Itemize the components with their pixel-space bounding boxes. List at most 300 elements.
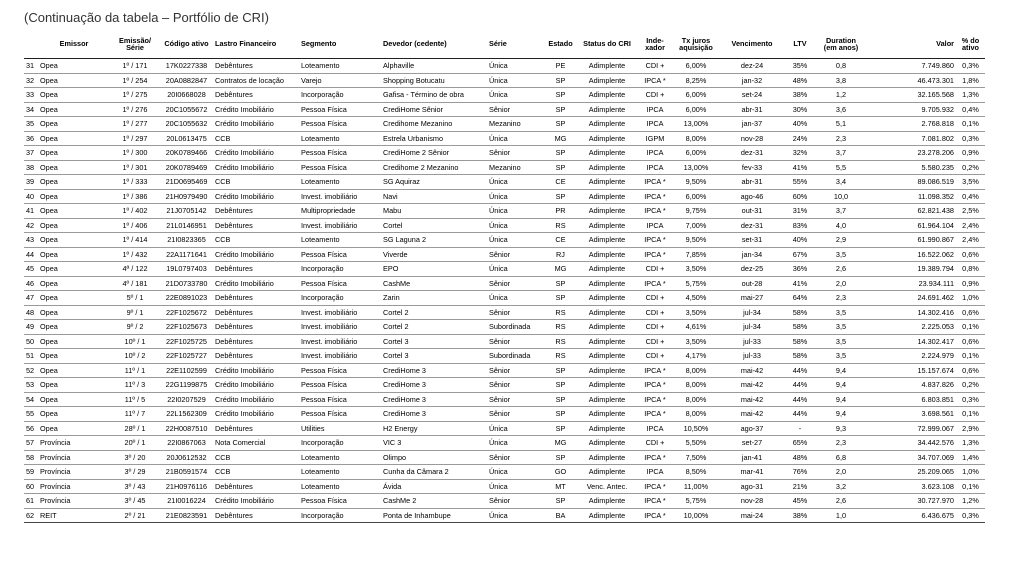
cell-serie: Sênior: [487, 247, 544, 262]
cell-vencimento: mai-27: [719, 291, 785, 306]
column-header-devedor: Devedor (cedente): [381, 30, 487, 59]
cell-vencimento: jul-33: [719, 334, 785, 349]
cell-estado: CE: [544, 233, 577, 248]
cell-lastro-financeiro: Debêntures: [213, 262, 299, 277]
cell-ltv: 55%: [785, 175, 815, 190]
cell-indexador: CDI +: [637, 305, 673, 320]
cell-serie: Única: [487, 131, 544, 146]
table-row: [24, 160, 985, 175]
cell-tx-juros: 9,50%: [673, 233, 719, 248]
cell-ltv: 48%: [785, 450, 815, 465]
cell-status-cri: Adimplente: [577, 247, 637, 262]
cell-emissor: Opea: [38, 218, 110, 233]
cell-codigo-ativo: 22E1102599: [160, 363, 213, 378]
cell-duration: 0,8: [815, 59, 867, 74]
cell-estado: MT: [544, 479, 577, 494]
cell-emissor: Opea: [38, 262, 110, 277]
cell-codigo-ativo: 19L0797403: [160, 262, 213, 277]
cell-row-number: 48: [24, 305, 38, 320]
cell-duration: 3,5: [815, 320, 867, 335]
cell-lastro-financeiro: Crédito Imobiliário: [213, 407, 299, 422]
cell-pct-ativo: 3,5%: [956, 175, 985, 190]
cell-valor: 6.436.675: [867, 508, 956, 523]
cell-duration: 2,3: [815, 131, 867, 146]
column-header-emissao-serie: Emissão/ Série: [110, 30, 160, 59]
cell-ltv: 48%: [785, 73, 815, 88]
cell-codigo-ativo: 20A0882847: [160, 73, 213, 88]
table-row: [24, 146, 985, 161]
cell-pct-ativo: 0,1%: [956, 479, 985, 494]
cell-duration: 10,0: [815, 189, 867, 204]
cell-row-number: 43: [24, 233, 38, 248]
cell-duration: 3,5: [815, 334, 867, 349]
cell-emissor: Opea: [38, 291, 110, 306]
cell-segmento: Invest. imobiliário: [299, 305, 381, 320]
cell-valor: 2.225.053: [867, 320, 956, 335]
cell-segmento: Loteamento: [299, 175, 381, 190]
cell-vencimento: set-24: [719, 88, 785, 103]
cell-lastro-financeiro: Crédito Imobiliário: [213, 276, 299, 291]
cell-estado: SP: [544, 392, 577, 407]
cell-codigo-ativo: 22G1199875: [160, 378, 213, 393]
cell-status-cri: Adimplente: [577, 160, 637, 175]
cell-tx-juros: 13,00%: [673, 117, 719, 132]
cell-emissao-serie: 4º / 181: [110, 276, 160, 291]
cell-segmento: Pessoa Física: [299, 378, 381, 393]
table-row: [24, 494, 985, 509]
cell-row-number: 45: [24, 262, 38, 277]
cell-valor: 25.209.065: [867, 465, 956, 480]
cell-emissao-serie: 3º / 45: [110, 494, 160, 509]
cell-emissao-serie: 3º / 43: [110, 479, 160, 494]
cell-valor: 7.081.802: [867, 131, 956, 146]
cell-codigo-ativo: 20C1055632: [160, 117, 213, 132]
cell-devedor: SG Laguna 2: [381, 233, 487, 248]
cell-serie: Sênior: [487, 407, 544, 422]
cell-ltv: 38%: [785, 88, 815, 103]
cell-vencimento: ago-31: [719, 479, 785, 494]
cell-emissor: Opea: [38, 363, 110, 378]
cell-emissao-serie: 1º / 432: [110, 247, 160, 262]
cell-row-number: 35: [24, 117, 38, 132]
cell-lastro-financeiro: CCB: [213, 450, 299, 465]
cell-indexador: IPCA *: [637, 508, 673, 523]
cell-lastro-financeiro: Crédito Imobiliário: [213, 117, 299, 132]
cell-vencimento: dez-31: [719, 146, 785, 161]
cell-serie: Sênior: [487, 378, 544, 393]
cell-codigo-ativo: 22I0207529: [160, 392, 213, 407]
cell-indexador: IPCA *: [637, 363, 673, 378]
cell-tx-juros: 4,50%: [673, 291, 719, 306]
cell-emissao-serie: 1º / 406: [110, 218, 160, 233]
cell-lastro-financeiro: Debêntures: [213, 479, 299, 494]
cell-lastro-financeiro: Nota Comercial: [213, 436, 299, 451]
cell-serie: Única: [487, 436, 544, 451]
cell-segmento: Pessoa Física: [299, 494, 381, 509]
cell-codigo-ativo: 21I0823365: [160, 233, 213, 248]
table-body: [24, 59, 985, 523]
cell-duration: 6,8: [815, 450, 867, 465]
cell-estado: SP: [544, 421, 577, 436]
cell-pct-ativo: 0,1%: [956, 320, 985, 335]
cell-row-number: 51: [24, 349, 38, 364]
cell-segmento: Pessoa Física: [299, 117, 381, 132]
cell-estado: PR: [544, 204, 577, 219]
cell-tx-juros: 11,00%: [673, 479, 719, 494]
cell-serie: Única: [487, 204, 544, 219]
cell-serie: Mezanino: [487, 117, 544, 132]
cell-pct-ativo: 2,4%: [956, 218, 985, 233]
cell-lastro-financeiro: Crédito Imobiliário: [213, 102, 299, 117]
cell-serie: Sênior: [487, 363, 544, 378]
cell-ltv: 58%: [785, 334, 815, 349]
cell-serie: Única: [487, 465, 544, 480]
column-header-vencimento: Vencimento: [719, 30, 785, 59]
cell-pct-ativo: 0,6%: [956, 334, 985, 349]
cell-codigo-ativo: 20L0613475: [160, 131, 213, 146]
cell-pct-ativo: 1,0%: [956, 291, 985, 306]
cell-status-cri: Adimplente: [577, 378, 637, 393]
cell-codigo-ativo: 22E0891023: [160, 291, 213, 306]
cell-devedor: CashMe 2: [381, 494, 487, 509]
table-row: [24, 363, 985, 378]
cell-devedor: CrediHome 3: [381, 407, 487, 422]
cell-emissao-serie: 11º / 7: [110, 407, 160, 422]
cell-emissao-serie: 11º / 5: [110, 392, 160, 407]
cell-pct-ativo: 1,0%: [956, 465, 985, 480]
cell-lastro-financeiro: Crédito Imobiliário: [213, 494, 299, 509]
cell-emissor: Opea: [38, 407, 110, 422]
cell-emissor: Opea: [38, 189, 110, 204]
cell-emissao-serie: 1º / 275: [110, 88, 160, 103]
cell-ltv: 58%: [785, 305, 815, 320]
cell-vencimento: out-28: [719, 276, 785, 291]
cell-vencimento: abr-31: [719, 102, 785, 117]
cell-serie: Única: [487, 508, 544, 523]
cell-devedor: Ávida: [381, 479, 487, 494]
cell-estado: SP: [544, 189, 577, 204]
cell-serie: Sênior: [487, 276, 544, 291]
cell-tx-juros: 7,00%: [673, 218, 719, 233]
cell-serie: Única: [487, 189, 544, 204]
cell-duration: 9,4: [815, 407, 867, 422]
cell-serie: Sênior: [487, 146, 544, 161]
cell-emissao-serie: 1º / 254: [110, 73, 160, 88]
cell-row-number: 57: [24, 436, 38, 451]
table-row: [24, 204, 985, 219]
cell-duration: 3,7: [815, 146, 867, 161]
cell-serie: Única: [487, 59, 544, 74]
cell-emissao-serie: 9º / 1: [110, 305, 160, 320]
cell-ltv: 44%: [785, 407, 815, 422]
cell-devedor: Gafisa - Término de obra: [381, 88, 487, 103]
cell-segmento: Loteamento: [299, 131, 381, 146]
cell-status-cri: Adimplente: [577, 334, 637, 349]
cell-duration: 2,0: [815, 276, 867, 291]
cell-valor: 15.157.674: [867, 363, 956, 378]
cell-indexador: IPCA: [637, 117, 673, 132]
cell-indexador: IPCA: [637, 102, 673, 117]
cell-pct-ativo: 1,3%: [956, 436, 985, 451]
table-row: [24, 392, 985, 407]
cell-estado: SP: [544, 160, 577, 175]
cell-indexador: CDI +: [637, 334, 673, 349]
cell-valor: 34.442.576: [867, 436, 956, 451]
cell-row-number: 46: [24, 276, 38, 291]
cell-emissor: Opea: [38, 305, 110, 320]
cell-status-cri: Adimplente: [577, 320, 637, 335]
cell-segmento: Pessoa Física: [299, 407, 381, 422]
cell-segmento: Utilities: [299, 421, 381, 436]
cell-codigo-ativo: 20K0789466: [160, 146, 213, 161]
cell-duration: 3,7: [815, 204, 867, 219]
cell-ltv: 24%: [785, 131, 815, 146]
cell-valor: 2.224.979: [867, 349, 956, 364]
cell-emissor: Opea: [38, 392, 110, 407]
cell-tx-juros: 7,85%: [673, 247, 719, 262]
cell-row-number: 49: [24, 320, 38, 335]
cell-emissao-serie: 10º / 1: [110, 334, 160, 349]
cell-emissor: Opea: [38, 131, 110, 146]
cell-pct-ativo: 0,2%: [956, 160, 985, 175]
cell-segmento: Varejo: [299, 73, 381, 88]
cell-devedor: Navi: [381, 189, 487, 204]
table-row: [24, 465, 985, 480]
cell-tx-juros: 8,25%: [673, 73, 719, 88]
cell-serie: Única: [487, 175, 544, 190]
cell-ltv: 35%: [785, 59, 815, 74]
cell-ltv: 44%: [785, 378, 815, 393]
cell-indexador: IPCA: [637, 218, 673, 233]
cell-codigo-ativo: 17K0227338: [160, 59, 213, 74]
cell-indexador: IPCA *: [637, 175, 673, 190]
cell-tx-juros: 3,50%: [673, 262, 719, 277]
cell-pct-ativo: 0,3%: [956, 59, 985, 74]
cell-codigo-ativo: 22A1171641: [160, 247, 213, 262]
cell-ltv: 44%: [785, 392, 815, 407]
cell-devedor: Cortel 2: [381, 305, 487, 320]
cell-segmento: Incorporação: [299, 436, 381, 451]
cell-pct-ativo: 2,4%: [956, 233, 985, 248]
page-title: (Continuação da tabela – Portfólio de CRI): [24, 10, 269, 25]
cell-codigo-ativo: 21H0976116: [160, 479, 213, 494]
cell-row-number: 50: [24, 334, 38, 349]
cell-codigo-ativo: 20J0612532: [160, 450, 213, 465]
cell-serie: Sênior: [487, 334, 544, 349]
cell-duration: 9,3: [815, 421, 867, 436]
cell-duration: 3,5: [815, 305, 867, 320]
cell-row-number: 56: [24, 421, 38, 436]
cell-codigo-ativo: 22F1025673: [160, 320, 213, 335]
cell-estado: SP: [544, 291, 577, 306]
cell-devedor: Credihome Mezanino: [381, 117, 487, 132]
cell-ltv: 38%: [785, 508, 815, 523]
cell-segmento: Loteamento: [299, 465, 381, 480]
cell-emissor: Opea: [38, 160, 110, 175]
column-header-segmento: Segmento: [299, 30, 381, 59]
cell-status-cri: Adimplente: [577, 392, 637, 407]
cell-estado: RS: [544, 305, 577, 320]
cell-lastro-financeiro: Debêntures: [213, 349, 299, 364]
cell-pct-ativo: 1,2%: [956, 494, 985, 509]
cell-row-number: 62: [24, 508, 38, 523]
cell-valor: 61.964.104: [867, 218, 956, 233]
cell-emissao-serie: 9º / 2: [110, 320, 160, 335]
cell-codigo-ativo: 22H0087510: [160, 421, 213, 436]
cell-row-number: 41: [24, 204, 38, 219]
cell-devedor: Mabu: [381, 204, 487, 219]
table-row: [24, 73, 985, 88]
table-row: [24, 175, 985, 190]
column-header-ltv: LTV: [785, 30, 815, 59]
cell-estado: CE: [544, 175, 577, 190]
cell-row-number: 34: [24, 102, 38, 117]
cell-status-cri: Adimplente: [577, 204, 637, 219]
column-header-lastro-financeiro: Lastro Financeiro: [213, 30, 299, 59]
table-row: [24, 88, 985, 103]
cell-lastro-financeiro: Crédito Imobiliário: [213, 378, 299, 393]
cell-indexador: CDI +: [637, 349, 673, 364]
cell-vencimento: fev-33: [719, 160, 785, 175]
cell-vencimento: mai-42: [719, 392, 785, 407]
cell-codigo-ativo: 22F1025672: [160, 305, 213, 320]
cell-segmento: Invest. imobiliário: [299, 349, 381, 364]
cell-segmento: Invest. imobiliário: [299, 189, 381, 204]
cell-tx-juros: 4,17%: [673, 349, 719, 364]
cell-valor: 3.698.561: [867, 407, 956, 422]
cell-tx-juros: 6,00%: [673, 59, 719, 74]
cell-row-number: 40: [24, 189, 38, 204]
cell-row-number: 53: [24, 378, 38, 393]
cell-ltv: 30%: [785, 102, 815, 117]
cell-emissao-serie: 3º / 20: [110, 450, 160, 465]
table-row: [24, 233, 985, 248]
cell-serie: Única: [487, 73, 544, 88]
cell-status-cri: Adimplente: [577, 59, 637, 74]
cell-devedor: CrediHome 3: [381, 378, 487, 393]
cell-valor: 23.934.111: [867, 276, 956, 291]
table-row: [24, 436, 985, 451]
cell-tx-juros: 5,75%: [673, 276, 719, 291]
cell-valor: 89.086.519: [867, 175, 956, 190]
cell-emissor: Opea: [38, 276, 110, 291]
cell-row-number: 39: [24, 175, 38, 190]
cell-estado: SP: [544, 276, 577, 291]
cell-lastro-financeiro: CCB: [213, 131, 299, 146]
cell-lastro-financeiro: Crédito Imobiliário: [213, 392, 299, 407]
cell-ltv: 64%: [785, 291, 815, 306]
cell-lastro-financeiro: Crédito Imobiliário: [213, 363, 299, 378]
cell-devedor: Alphaville: [381, 59, 487, 74]
cell-pct-ativo: 1,3%: [956, 88, 985, 103]
table-row: [24, 421, 985, 436]
cell-duration: 4,0: [815, 218, 867, 233]
cell-codigo-ativo: 22L1562309: [160, 407, 213, 422]
cell-lastro-financeiro: Crédito Imobiliário: [213, 247, 299, 262]
cell-indexador: CDI +: [637, 291, 673, 306]
cell-ltv: 31%: [785, 204, 815, 219]
cell-emissao-serie: 1º / 297: [110, 131, 160, 146]
cell-serie: Única: [487, 421, 544, 436]
cell-devedor: CashMe: [381, 276, 487, 291]
cell-status-cri: Adimplente: [577, 291, 637, 306]
cell-emissao-serie: 5º / 1: [110, 291, 160, 306]
cell-status-cri: Adimplente: [577, 189, 637, 204]
cell-row-number: 55: [24, 407, 38, 422]
table-row: [24, 508, 985, 523]
table-row: [24, 59, 985, 74]
cell-devedor: Viverde: [381, 247, 487, 262]
cell-codigo-ativo: 21H0979490: [160, 189, 213, 204]
cell-codigo-ativo: 21D0733780: [160, 276, 213, 291]
cell-emissor: Opea: [38, 102, 110, 117]
cell-vencimento: ago-37: [719, 421, 785, 436]
cell-duration: 2,3: [815, 291, 867, 306]
table-row: [24, 189, 985, 204]
cell-pct-ativo: 1,4%: [956, 450, 985, 465]
column-header-status-cri: Status do CRI: [577, 30, 637, 59]
cell-status-cri: Adimplente: [577, 508, 637, 523]
cell-row-number: 36: [24, 131, 38, 146]
cell-valor: 16.522.062: [867, 247, 956, 262]
cell-ltv: 58%: [785, 349, 815, 364]
column-header-row-number: [24, 30, 38, 59]
cell-ltv: 65%: [785, 436, 815, 451]
cell-serie: Subordinada: [487, 320, 544, 335]
cell-emissao-serie: 2º / 21: [110, 508, 160, 523]
cell-tx-juros: 6,00%: [673, 102, 719, 117]
cell-serie: Única: [487, 88, 544, 103]
cell-tx-juros: 6,00%: [673, 146, 719, 161]
cell-duration: 2,9: [815, 233, 867, 248]
cell-valor: 30.727.970: [867, 494, 956, 509]
cell-vencimento: jul-34: [719, 305, 785, 320]
cell-estado: SP: [544, 378, 577, 393]
cell-emissao-serie: 4ª / 122: [110, 262, 160, 277]
cell-segmento: Loteamento: [299, 233, 381, 248]
cell-valor: 72.999.067: [867, 421, 956, 436]
cell-vencimento: jan-32: [719, 73, 785, 88]
cell-status-cri: Adimplente: [577, 262, 637, 277]
cell-segmento: Pessoa Física: [299, 160, 381, 175]
cell-segmento: Incorporação: [299, 262, 381, 277]
table-row: [24, 247, 985, 262]
cell-row-number: 58: [24, 450, 38, 465]
cell-segmento: Invest. imobiliário: [299, 320, 381, 335]
cell-pct-ativo: 2,5%: [956, 204, 985, 219]
table-row: [24, 218, 985, 233]
cell-row-number: 31: [24, 59, 38, 74]
cell-tx-juros: 10,50%: [673, 421, 719, 436]
cell-estado: SP: [544, 450, 577, 465]
cell-tx-juros: 6,00%: [673, 189, 719, 204]
cell-valor: 3.623.108: [867, 479, 956, 494]
cell-valor: 19.389.794: [867, 262, 956, 277]
cell-valor: 2.768.818: [867, 117, 956, 132]
cell-duration: 9,4: [815, 392, 867, 407]
table-row: [24, 117, 985, 132]
table-row: [24, 131, 985, 146]
cell-row-number: 32: [24, 73, 38, 88]
cell-duration: 1,2: [815, 88, 867, 103]
cell-segmento: Loteamento: [299, 450, 381, 465]
cell-lastro-financeiro: Debêntures: [213, 334, 299, 349]
cell-pct-ativo: 2,9%: [956, 421, 985, 436]
table-row: [24, 291, 985, 306]
cell-pct-ativo: 0,3%: [956, 131, 985, 146]
cell-ltv: 58%: [785, 320, 815, 335]
cell-tx-juros: 8,50%: [673, 465, 719, 480]
